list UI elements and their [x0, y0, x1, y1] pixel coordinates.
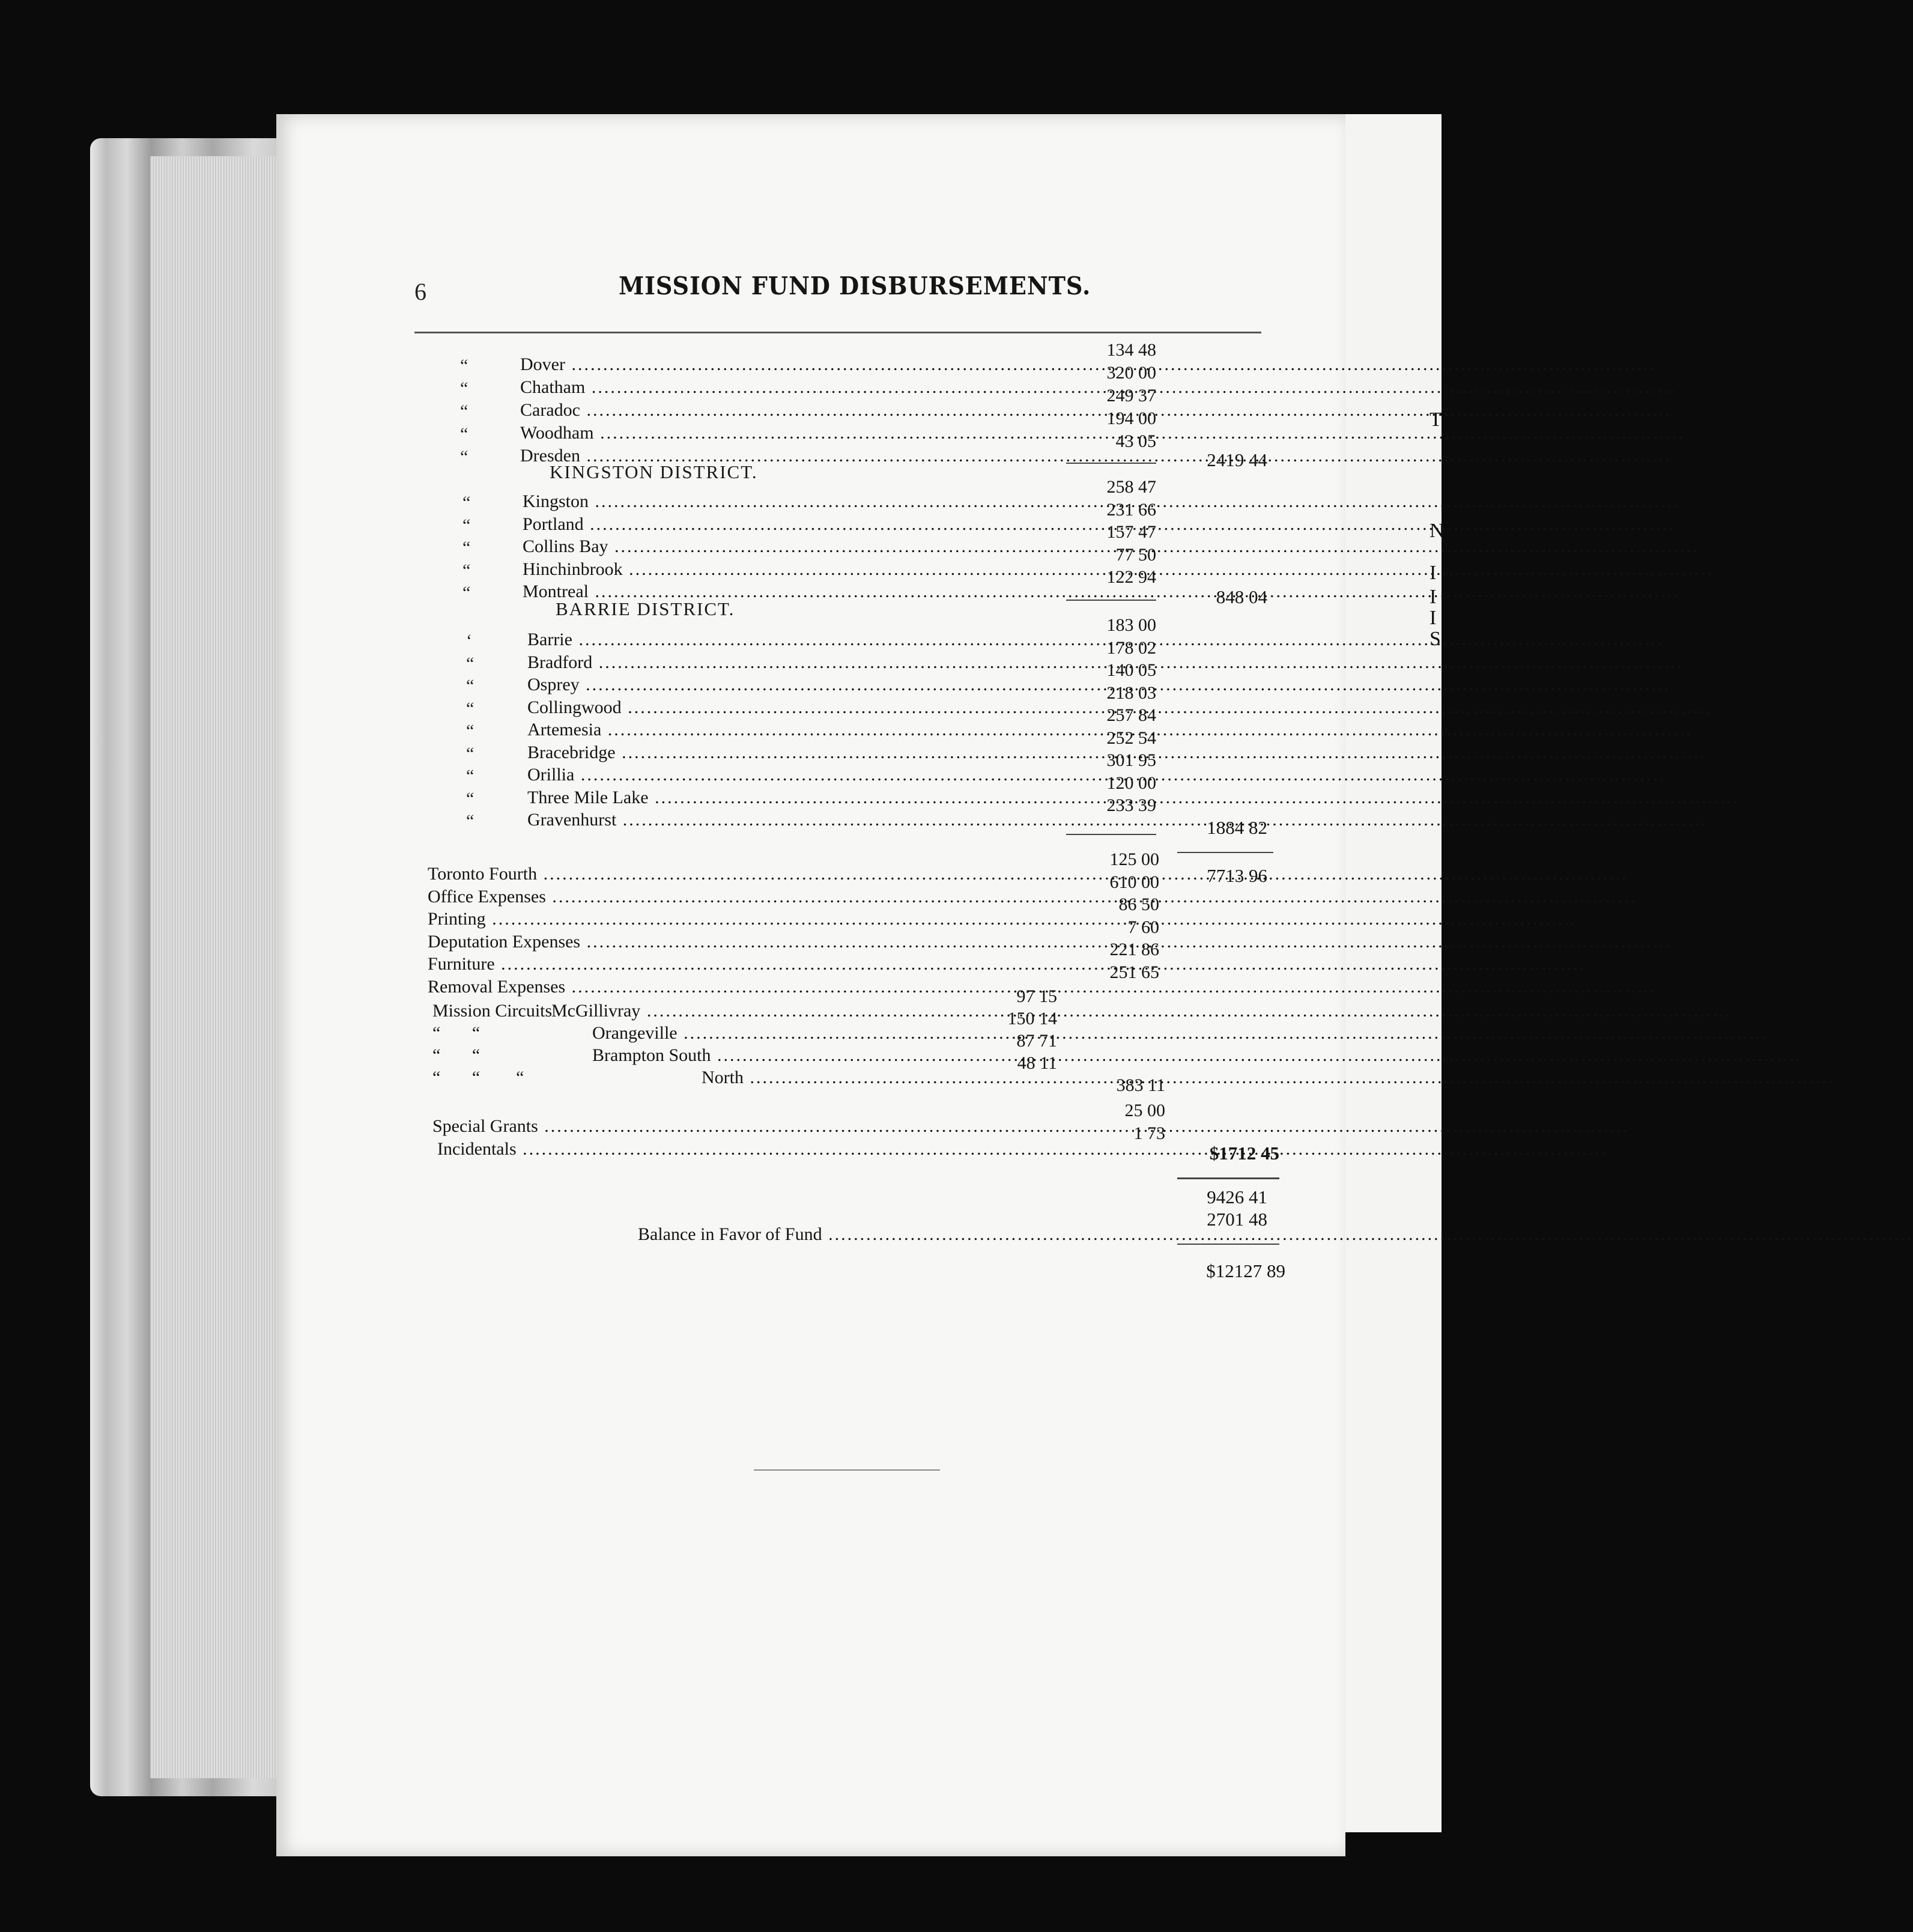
- running-head: MISSION FUND DISBURSEMENTS.: [619, 272, 1091, 300]
- row-amount: 134 48: [1106, 340, 1156, 360]
- row-amount: 218 03: [1106, 682, 1156, 703]
- row-amount: 150 14: [1007, 1009, 1057, 1028]
- row-label: Osprey .....: [527, 675, 1045, 699]
- row-label: Removal Expenses .....: [428, 977, 1048, 1001]
- ditto-mark: “: [466, 766, 474, 786]
- row-amount: 125 00: [1109, 849, 1159, 869]
- ditto-mark: “: [462, 583, 471, 603]
- row-label: Chatham .....: [520, 377, 1039, 401]
- row-label: Three Mile Lake .....: [527, 788, 1045, 812]
- ditto-mark: “: [466, 811, 474, 831]
- row-label: Bracebridge .....: [527, 743, 1045, 767]
- sum-rule: [1066, 600, 1156, 601]
- row-label: Deputation Expenses .....: [428, 932, 1048, 956]
- sum-rule: [1177, 1177, 1279, 1179]
- row-label: Incidentals .....: [437, 1139, 1057, 1159]
- district-heading-barrie: BARRIE DISTRICT.: [556, 598, 735, 619]
- row-label: Woodham .....: [520, 423, 1039, 447]
- facing-page-fragment: N: [1429, 520, 1445, 542]
- row-amount: 122 94: [1106, 567, 1156, 587]
- row-amount: 610 00: [1109, 872, 1159, 892]
- row-label: Orangeville .....: [592, 1023, 985, 1047]
- ditto-mark: “: [466, 721, 474, 741]
- ditto-mark: “: [462, 538, 471, 557]
- row-label: Dover .....: [520, 354, 1039, 378]
- total-expenses: $1712 45: [1209, 1143, 1279, 1164]
- ditto-mark: “: [460, 401, 468, 421]
- row-amount: 120 00: [1106, 773, 1156, 793]
- row-amount: 87 71: [1016, 1031, 1057, 1051]
- row-amount: 252 54: [1106, 728, 1156, 748]
- row-prefix: “ “ “: [432, 1068, 524, 1087]
- facing-page-fragment: S: [1429, 628, 1441, 650]
- ditto-mark: “: [462, 560, 471, 580]
- row-amount: 86 50: [1118, 895, 1159, 914]
- row-amount: 183 00: [1106, 615, 1156, 635]
- row-amount: 249 37: [1106, 386, 1156, 406]
- row-label: Montreal .....: [523, 582, 1039, 606]
- ditto-mark: “: [466, 743, 474, 764]
- facing-page-fragment: I: [1429, 586, 1437, 608]
- row-label: Portland .....: [523, 514, 1039, 538]
- row-amount: 43 05: [1115, 431, 1156, 451]
- ditto-mark: “: [460, 424, 468, 444]
- row-label: Balance in Favor of Fund .....: [638, 1224, 1058, 1245]
- row-label: Hinchinbrook .....: [523, 559, 1039, 583]
- row-amount: 157 47: [1106, 522, 1156, 542]
- ditto-mark: “: [462, 493, 471, 512]
- balance-amount: 2701 48: [1207, 1209, 1267, 1230]
- row-amount: 233 39: [1106, 795, 1156, 815]
- row-label: McGillivray .....: [551, 1001, 985, 1025]
- row-label: Printing .....: [428, 909, 1048, 933]
- row-label: Furniture .....: [428, 954, 1048, 978]
- row-label: North .....: [702, 1068, 985, 1092]
- ditto-mark: “: [462, 515, 471, 535]
- mission-circuits-total: 383 11: [1116, 1075, 1165, 1095]
- row-prefix: Mission Circuits: [432, 1001, 553, 1021]
- page-number: 6: [414, 278, 426, 305]
- sum-rule: [1177, 852, 1273, 853]
- row-label: Gravenhurst .....: [527, 810, 1045, 834]
- facing-page-fragment: I: [1429, 562, 1437, 584]
- row-label: Bradford .....: [527, 652, 1045, 676]
- ditto-mark: “: [460, 356, 468, 375]
- sum-rule: [1066, 463, 1156, 464]
- ditto-mark: “: [466, 676, 474, 696]
- row-label: Caradoc .....: [520, 400, 1039, 424]
- row-label: Barrie .....: [527, 630, 1045, 654]
- row-prefix: “ “: [432, 1045, 481, 1065]
- row-amount: 48 11: [1017, 1053, 1057, 1073]
- ditto-mark: “: [466, 698, 474, 718]
- ditto-mark: “: [466, 653, 474, 673]
- row-amount: 258 47: [1106, 477, 1156, 497]
- row-label: Special Grants .....: [432, 1116, 1057, 1137]
- row-amount: 178 02: [1106, 637, 1156, 658]
- row-amount: 25 00: [1124, 1101, 1165, 1120]
- row-amount: 301 95: [1106, 750, 1156, 770]
- row-label: Kingston .....: [523, 491, 1039, 515]
- row-label: Collingwood .....: [527, 697, 1045, 721]
- end-rule: [754, 1469, 940, 1471]
- row-label: Collins Bay .....: [523, 536, 1039, 560]
- row-amount: 251 65: [1109, 962, 1159, 982]
- district-total-kingston: 848 04: [1216, 586, 1267, 607]
- row-amount: 257 84: [1106, 705, 1156, 725]
- row-label: Dresden .....: [520, 446, 1039, 470]
- facing-page-fragment: T: [1429, 409, 1442, 431]
- row-amount: 7 60: [1127, 917, 1159, 937]
- subtotal-districts: 7713 96: [1207, 865, 1267, 886]
- row-amount: 1 73: [1133, 1123, 1165, 1143]
- facing-page-fragment: I: [1429, 607, 1437, 629]
- row-amount: 320 00: [1106, 363, 1156, 383]
- grand-total: $12127 89: [1206, 1260, 1285, 1281]
- sum-rule: [1177, 1244, 1279, 1245]
- ditto-mark: “: [466, 788, 474, 809]
- district-total-barrie: 1884 82: [1207, 817, 1267, 838]
- row-prefix: “ “: [432, 1023, 481, 1043]
- row-amount: 77 50: [1115, 544, 1156, 565]
- row-amount: 231 66: [1106, 499, 1156, 520]
- district-heading-kingston: KINGSTON DISTRICT.: [550, 461, 758, 482]
- total-disbursements: 9426 41: [1207, 1186, 1267, 1208]
- row-amount: 194 00: [1106, 409, 1156, 428]
- row-amount: 97 15: [1016, 986, 1057, 1006]
- row-amount: 140 05: [1106, 660, 1156, 680]
- row-label: Orillia .....: [527, 765, 1045, 789]
- row-amount: 221 86: [1109, 940, 1159, 959]
- ditto-mark: ‘: [466, 631, 472, 651]
- district-total-london: 2419 44: [1207, 449, 1267, 470]
- row-label: Office Expenses .....: [428, 887, 1048, 911]
- page-edges: [150, 156, 294, 1778]
- row-label: Brampton South .....: [592, 1045, 985, 1069]
- header-rule: [414, 332, 1261, 333]
- row-label: Artemesia .....: [527, 720, 1045, 744]
- ditto-mark: “: [460, 378, 468, 398]
- sum-rule: [1066, 834, 1156, 835]
- ditto-mark: “: [460, 447, 468, 467]
- row-label: Toronto Fourth .....: [428, 864, 1048, 888]
